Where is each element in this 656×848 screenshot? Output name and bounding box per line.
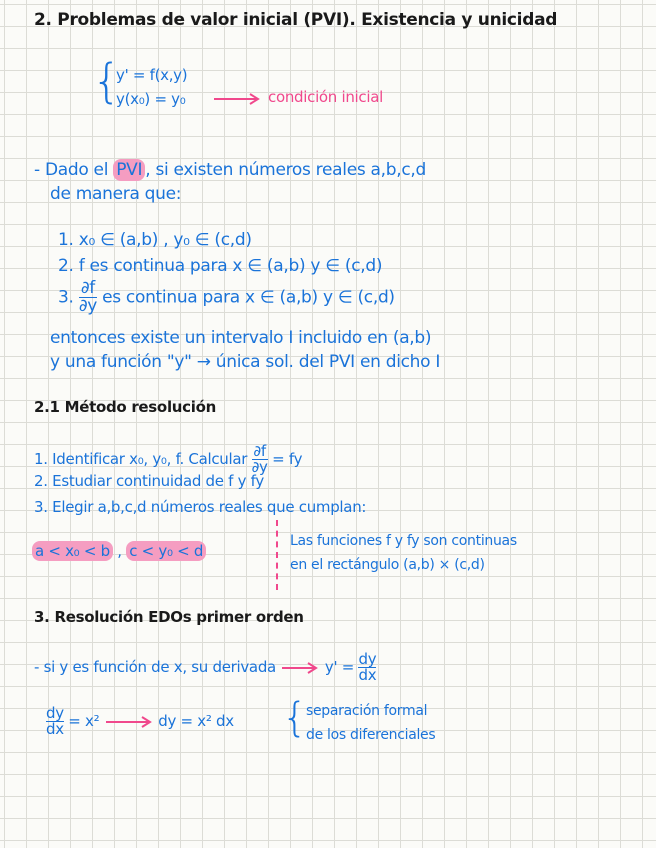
inequality-x: a < x₀ < b bbox=[32, 541, 113, 561]
frac-bottom: ∂y bbox=[78, 296, 97, 316]
inequalities: a < x₀ < b , c < y₀ < d bbox=[32, 544, 206, 559]
given-suffix: , si existen números reales a,b,c,d bbox=[145, 160, 426, 180]
given-line-1 bbox=[34, 162, 426, 179]
frac-top: ∂f bbox=[253, 442, 266, 460]
separation-note-2: de los diferenciales bbox=[306, 727, 436, 743]
frac-top: ∂f bbox=[80, 278, 95, 298]
frac-bottom: dx bbox=[358, 666, 377, 684]
initial-condition-note: condición inicial bbox=[268, 88, 384, 106]
conclusion-1: entonces existe un intervalo I incluido en (a,b) bbox=[50, 328, 432, 348]
derivative-lhs: y' = bbox=[324, 658, 355, 676]
system-eq-2: y(x₀) = y₀ bbox=[116, 90, 186, 108]
equals-x2: = x² bbox=[68, 712, 100, 730]
step-1 bbox=[34, 444, 302, 475]
section-2-title: 2. Problemas de valor inicial (PVI). Existencia y unicidad bbox=[34, 10, 558, 30]
step-2: 2. Estudiar continuidad de f y fy bbox=[34, 472, 264, 490]
side-note-1: Las funciones f y fy son continuas bbox=[290, 533, 517, 549]
arrow-icon bbox=[212, 92, 262, 106]
condition-2: 2. f es continua para x ∈ (a,b) y ∈ (c,d) bbox=[58, 256, 383, 276]
system-brace: { bbox=[92, 54, 122, 108]
condition-1: 1. x₀ ∈ (a,b) , y₀ ∈ (c,d) bbox=[58, 230, 252, 250]
dashed-divider bbox=[276, 520, 278, 590]
given-prefix: - Dado el bbox=[34, 160, 109, 180]
step-1-text: 1. Identificar x₀, y₀, f. Calcular bbox=[34, 450, 248, 468]
dy-dx-fraction bbox=[358, 652, 376, 683]
note-brace: { bbox=[282, 695, 308, 741]
partial-derivative-fraction bbox=[79, 280, 97, 315]
section-3-title: 3. Resolución EDOs primer orden bbox=[34, 608, 304, 626]
inequality-y: c < y₀ < d bbox=[126, 541, 206, 561]
step-1-fraction bbox=[252, 444, 268, 475]
frac-top: dy bbox=[46, 704, 64, 722]
separated-result: dy = x² dx bbox=[158, 712, 234, 730]
section-21-title: 2.1 Método resolución bbox=[34, 398, 216, 416]
condition-3-num: 3. bbox=[58, 287, 74, 308]
frac-bottom: ∂y bbox=[251, 458, 268, 476]
given-line-2: de manera que: bbox=[50, 184, 182, 204]
derivative-line bbox=[34, 652, 376, 683]
condition-3-text: es continua para x ∈ (a,b) y ∈ (c,d) bbox=[102, 287, 395, 308]
conclusion-2: y una función "y" → única sol. del PVI en dicho I bbox=[50, 352, 441, 372]
separation-note-1: separación formal bbox=[306, 703, 428, 719]
frac-bottom: dx bbox=[46, 720, 64, 738]
step-1-suffix: = fy bbox=[272, 450, 303, 468]
step-3: 3. Elegir a,b,c,d números reales que cumplan: bbox=[34, 498, 367, 516]
pvi-highlight: PVI bbox=[113, 159, 145, 181]
dy-dx-fraction bbox=[46, 706, 64, 737]
side-note-2: en el rectángulo (a,b) × (c,d) bbox=[290, 557, 485, 573]
arrow-icon bbox=[104, 715, 154, 729]
frac-top: dy bbox=[358, 650, 377, 668]
system-eq-1: y' = f(x,y) bbox=[116, 66, 188, 84]
arrow-icon bbox=[280, 661, 320, 675]
derivative-text: - si y es función de x, su derivada bbox=[34, 658, 276, 676]
separation-line bbox=[46, 706, 234, 737]
condition-3 bbox=[58, 280, 395, 315]
